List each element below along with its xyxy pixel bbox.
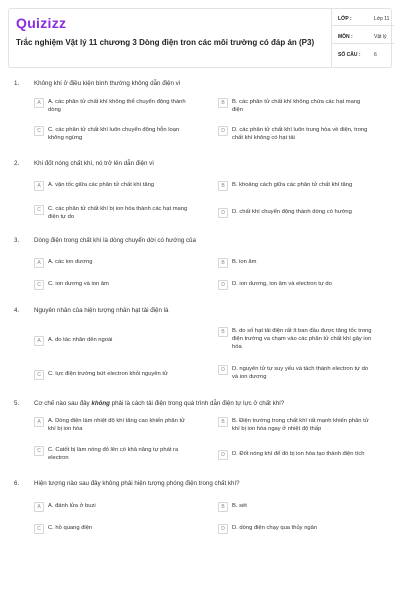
option-text: D. chất khí chuyển động thành dòng có hướng [232, 209, 352, 215]
option-text: A. các phân tử chất khí không thể chuyển động thành dòng [48, 99, 186, 113]
option-letter-box: D [218, 208, 228, 218]
option-letter-box: C [34, 524, 44, 534]
option-c[interactable] [34, 524, 188, 534]
option-text: C. hồ quang điện [48, 525, 93, 531]
option-d[interactable] [218, 365, 372, 381]
question-text: Hiện tượng nào sau đây không phải hiện tượng phóng điện trong chất khí? [34, 480, 240, 487]
question-number: 6. [14, 480, 20, 487]
question-text: Nguyên nhân của hiện tượng nhân hạt tải điện là [34, 307, 169, 314]
option-letter-box: A [34, 98, 44, 108]
quizizz-logo: Quizizz [16, 15, 67, 31]
option-text: A. do tác nhân dên ngoài [48, 337, 113, 343]
option-a[interactable] [34, 502, 188, 512]
option-letter-box: C [34, 370, 44, 380]
option-text: B. ion âm [232, 259, 257, 265]
question-text: Không khí ở điều kiện bình thường không dẫn điện vì [34, 80, 181, 87]
option-letter-box: A [34, 258, 44, 268]
option-letter-box: A [34, 336, 44, 346]
option-letter-box: C [34, 446, 44, 456]
option-letter-box: B [218, 258, 228, 268]
option-text: B. do số hạt tải điện rất ít ban đầu được tăng tốc trong điện trường va chạm vào các phân tử chất khí gây ion hóa [232, 328, 372, 350]
option-b[interactable] [218, 258, 372, 268]
meta-label: LỚP : [338, 16, 352, 22]
option-letter-box: B [218, 502, 228, 512]
question-text [34, 400, 374, 407]
option-letter-box: A [34, 417, 44, 427]
option-c[interactable] [34, 446, 188, 462]
option-d[interactable] [218, 280, 372, 290]
option-b[interactable] [218, 181, 372, 191]
option-a[interactable] [34, 336, 188, 346]
option-text: C. ion dương và ion âm [48, 281, 109, 287]
question-number: 1. [14, 80, 20, 87]
option-letter-box: B [218, 181, 228, 191]
meta-row-grade [332, 12, 394, 26]
option-d[interactable] [218, 450, 372, 460]
meta-table [331, 9, 393, 67]
option-text: B. Điện trường trong chất khí rất mạnh khiến phân tử khí bị ion hóa ngay ở nhiệt độ thấp [232, 418, 369, 432]
option-letter-box: D [218, 524, 228, 534]
option-a[interactable] [34, 98, 188, 114]
option-a[interactable] [34, 417, 188, 433]
option-letter-box: B [218, 327, 228, 337]
option-text: D. các phân tử chất khí luôn trung hòa về điện, trong chất khí không có hạt tải [232, 127, 368, 141]
option-c[interactable] [34, 126, 188, 142]
option-b[interactable] [218, 502, 372, 512]
option-c[interactable] [34, 280, 188, 290]
option-text: D. ion dương, ion âm và electron tự do [232, 281, 332, 287]
question-number: 5. [14, 400, 20, 407]
worksheet-title: Trắc nghiệm Vật lý 11 chương 3 Dòng điện tron các môi trường có đáp án (P3) [16, 38, 315, 47]
option-letter-box: C [34, 205, 44, 215]
meta-value: Lớp 11 [374, 16, 390, 22]
option-text: B. khoảng cách giữa các phân tử chất khí tăng [232, 182, 353, 188]
option-a[interactable] [34, 181, 188, 191]
meta-value: 6 [374, 52, 377, 58]
option-text: A. vận tốc giữa các phân tử chất khí tăng [48, 182, 155, 188]
question-number: 3. [14, 237, 20, 244]
option-text: A. Dòng điện làm nhiệt độ khí tăng cao khiến phân tử khí bị ion hóa [48, 418, 185, 432]
option-d[interactable] [218, 126, 372, 142]
option-letter-box: D [218, 126, 228, 136]
meta-label: MÔN : [338, 34, 353, 40]
question-emphasis: không [91, 400, 110, 407]
option-text: C. Catốt bị làm nóng đỏ lên có khả năng tự phát ra electron [48, 447, 179, 461]
option-letter-box: D [218, 280, 228, 290]
option-text: C. lực điện trường bứt electron khỏi nguyên tử [48, 371, 168, 377]
question-number: 2. [14, 160, 20, 167]
question-text-pre: Cơ chế nào sau đây [34, 400, 92, 407]
option-b[interactable] [218, 98, 372, 114]
meta-label: SỐ CÂU : [338, 52, 361, 58]
meta-value: Vật lý [374, 34, 387, 40]
option-letter-box: D [218, 450, 228, 460]
meta-row-subject [332, 30, 394, 44]
option-text: A. đánh lửa ở buzi [48, 503, 96, 509]
option-letter-box: A [34, 181, 44, 191]
option-text: C. các phân tử chất khí bị ion hóa thành các hạt mang điện tự do [48, 206, 188, 220]
option-text: D. Đốt nóng khí để đó bị ion hóa tạo thành điện tích [232, 451, 365, 457]
option-d[interactable] [218, 524, 372, 534]
option-c[interactable] [34, 370, 188, 380]
option-c[interactable] [34, 205, 188, 221]
question-text: Dòng điện trong chất khí là dòng chuyển dời có hướng của [34, 237, 196, 244]
option-text: D. nguyên tử tự suy yếu và tách thành electron tự do và ion dương [232, 366, 369, 380]
option-letter-box: B [218, 417, 228, 427]
option-b[interactable] [218, 327, 372, 351]
option-letter-box: B [218, 98, 228, 108]
worksheet-header [8, 8, 392, 68]
option-text: D. dòng điện chạy qua thủy ngân [232, 525, 318, 531]
option-b[interactable] [218, 417, 372, 433]
option-d[interactable] [218, 208, 372, 218]
option-letter-box: C [34, 126, 44, 136]
option-a[interactable] [34, 258, 188, 268]
option-text: A. các ion dương [48, 259, 93, 265]
option-letter-box: D [218, 365, 228, 375]
option-text: B. sét [232, 503, 247, 509]
meta-row-count [332, 48, 394, 62]
question-text: Khi đốt nóng chất khí, nó trở lên dẫn điện vì [34, 160, 154, 167]
option-letter-box: C [34, 280, 44, 290]
option-text: B. các phân tử chất khí không chứa các hạt mang điện [232, 99, 361, 113]
question-text-post: phải là cách tải điện trong quá trình dẫn điện tự lực ở chất khí? [109, 400, 285, 407]
option-text: C. các phân tử chất khí luôn chuyển động hỗn loạn không ngừng [48, 127, 180, 141]
option-letter-box: A [34, 502, 44, 512]
question-number: 4. [14, 307, 20, 314]
